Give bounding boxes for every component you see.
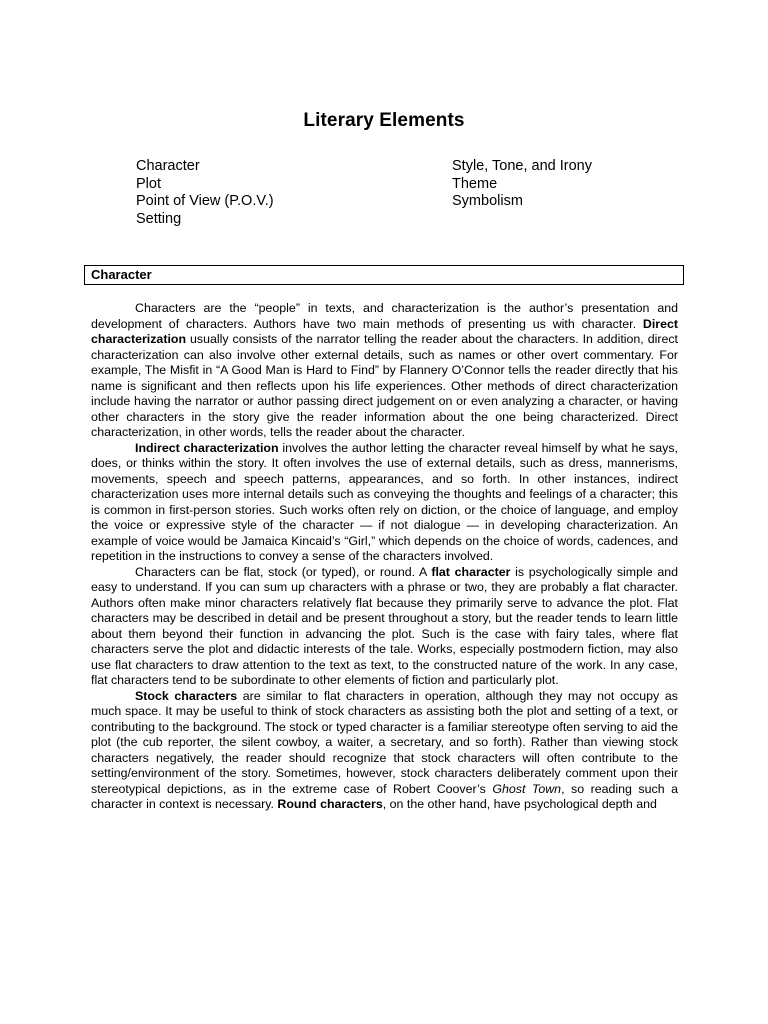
- toc-item-theme: Theme: [452, 175, 498, 192]
- page-title: Literary Elements: [303, 110, 465, 131]
- toc-item-pov: Point of View (P.O.V.): [136, 193, 274, 209]
- paragraph-stock-characters: [91, 689, 678, 813]
- toc-item-style: Style, Tone, and Irony: [452, 158, 592, 174]
- toc-item-plot: Plot: [136, 175, 161, 192]
- paragraph-text: , so reading such a character in context is necessary.: [91, 781, 678, 811]
- paragraph-text: usually consists of the narrator telling the reader about the characters. In addition, direct characterization can also involve other external details, such as names or other overt commentary. For example, The Misfit in “A Good Man is Hard to Find” by Flannery O’Connor tells the reader directly that his name is significant and then reflects upon his life experiences. Other methods of direct characterization include having the narrator or author passing direct judgement on or even analyzing a character, or having other characters in the story give the reader information about the one being characterized. Direct characterization, in other words, tells the reader about the character.: [91, 332, 678, 439]
- toc-item-character: Character: [136, 158, 200, 174]
- body-text: [91, 301, 678, 813]
- paragraph-flat-character: [91, 565, 678, 689]
- toc-right-list: [452, 158, 592, 211]
- paragraph-text: Characters can be flat, stock (or typed), or round. A: [135, 564, 432, 579]
- paragraph-text: , on the other hand, have psychological depth and: [382, 797, 657, 811]
- paragraph-text: is psychologically simple and easy to understand. If you can sum up characters with a phrase or two, they are probably a flat character. Authors often make minor characters relatively flat because they primarily serve to advance the plot. Flat characters may be described in detail and be present throughout a story, but the reader tends to learn little about them beyond their function in advancing the plot. Such is the case with fairy tales, where flat characters serve the plot and didactic interests of the tale. Works, especially postmodern fiction, may also use flat characters to draw attention to the text as text, to the constructed nature of the work. In any case, flat characters tend to be subordinate to other elements of fiction and particularly plot.: [91, 564, 679, 687]
- toc-item-symbolism: Symbolism: [452, 193, 523, 209]
- section-heading: Character: [91, 267, 152, 282]
- section-heading-box: [84, 265, 684, 285]
- paragraph-indirect-characterization: [91, 441, 678, 565]
- term-direct-characterization: Direct characterization: [91, 316, 678, 346]
- term-flat-character: flat character: [431, 564, 511, 579]
- term-stock-characters: Stock characters: [135, 688, 238, 703]
- paragraph-text: are similar to flat characters in operation, although they may not occupy as much space. It may be useful to think of stock characters as assisting both the plot and setting of a text, or contributing to the background. The stock or typed character is a familiar stereotype often serving to aid the plot (the cub reporter, the silent cowboy, a waiter, a secretary, and so forth). Rather than viewing stock characters negatively, the reader should recognize that stock characters will often contribute to the setting/environment of the story. Sometimes, however, stock characters deliberately comment upon their stereotypical depictions, as in the extreme case of Robert Coover’s: [91, 688, 678, 796]
- work-title-ghost-town: Ghost Town: [492, 781, 562, 796]
- paragraph-direct-characterization: [91, 301, 678, 441]
- term-round-characters: Round characters: [277, 797, 383, 811]
- paragraph-text: involves the author letting the character reveal himself by what he says, does, or thinks within the story. It often involves the use of external details, such as dress, mannerisms, movements, speech and speech patterns, appearances, and so forth. In other instances, indirect characterization uses more internal details such as conveying the thoughts and feelings of a character; this is common in first-person stories. Such works often rely on diction, or the choice of language, and employ the voice or expressive style of the character — if not dialogue — in developing characterization. An example of voice would be Jamaica Kincaid’s “Girl,” which depends on the choice of words, cadences, and repetition in the instructions to convey a sense of the characters involved.: [91, 440, 679, 563]
- toc-item-setting: Setting: [136, 210, 182, 227]
- toc-left-list: [136, 158, 274, 228]
- paragraph-text: Characters are the “people” in texts, and characterization is the author’s presentation and development of characters. Authors have two main methods of presenting us with character.: [91, 301, 678, 331]
- term-indirect-characterization: Indirect characterization: [135, 440, 279, 455]
